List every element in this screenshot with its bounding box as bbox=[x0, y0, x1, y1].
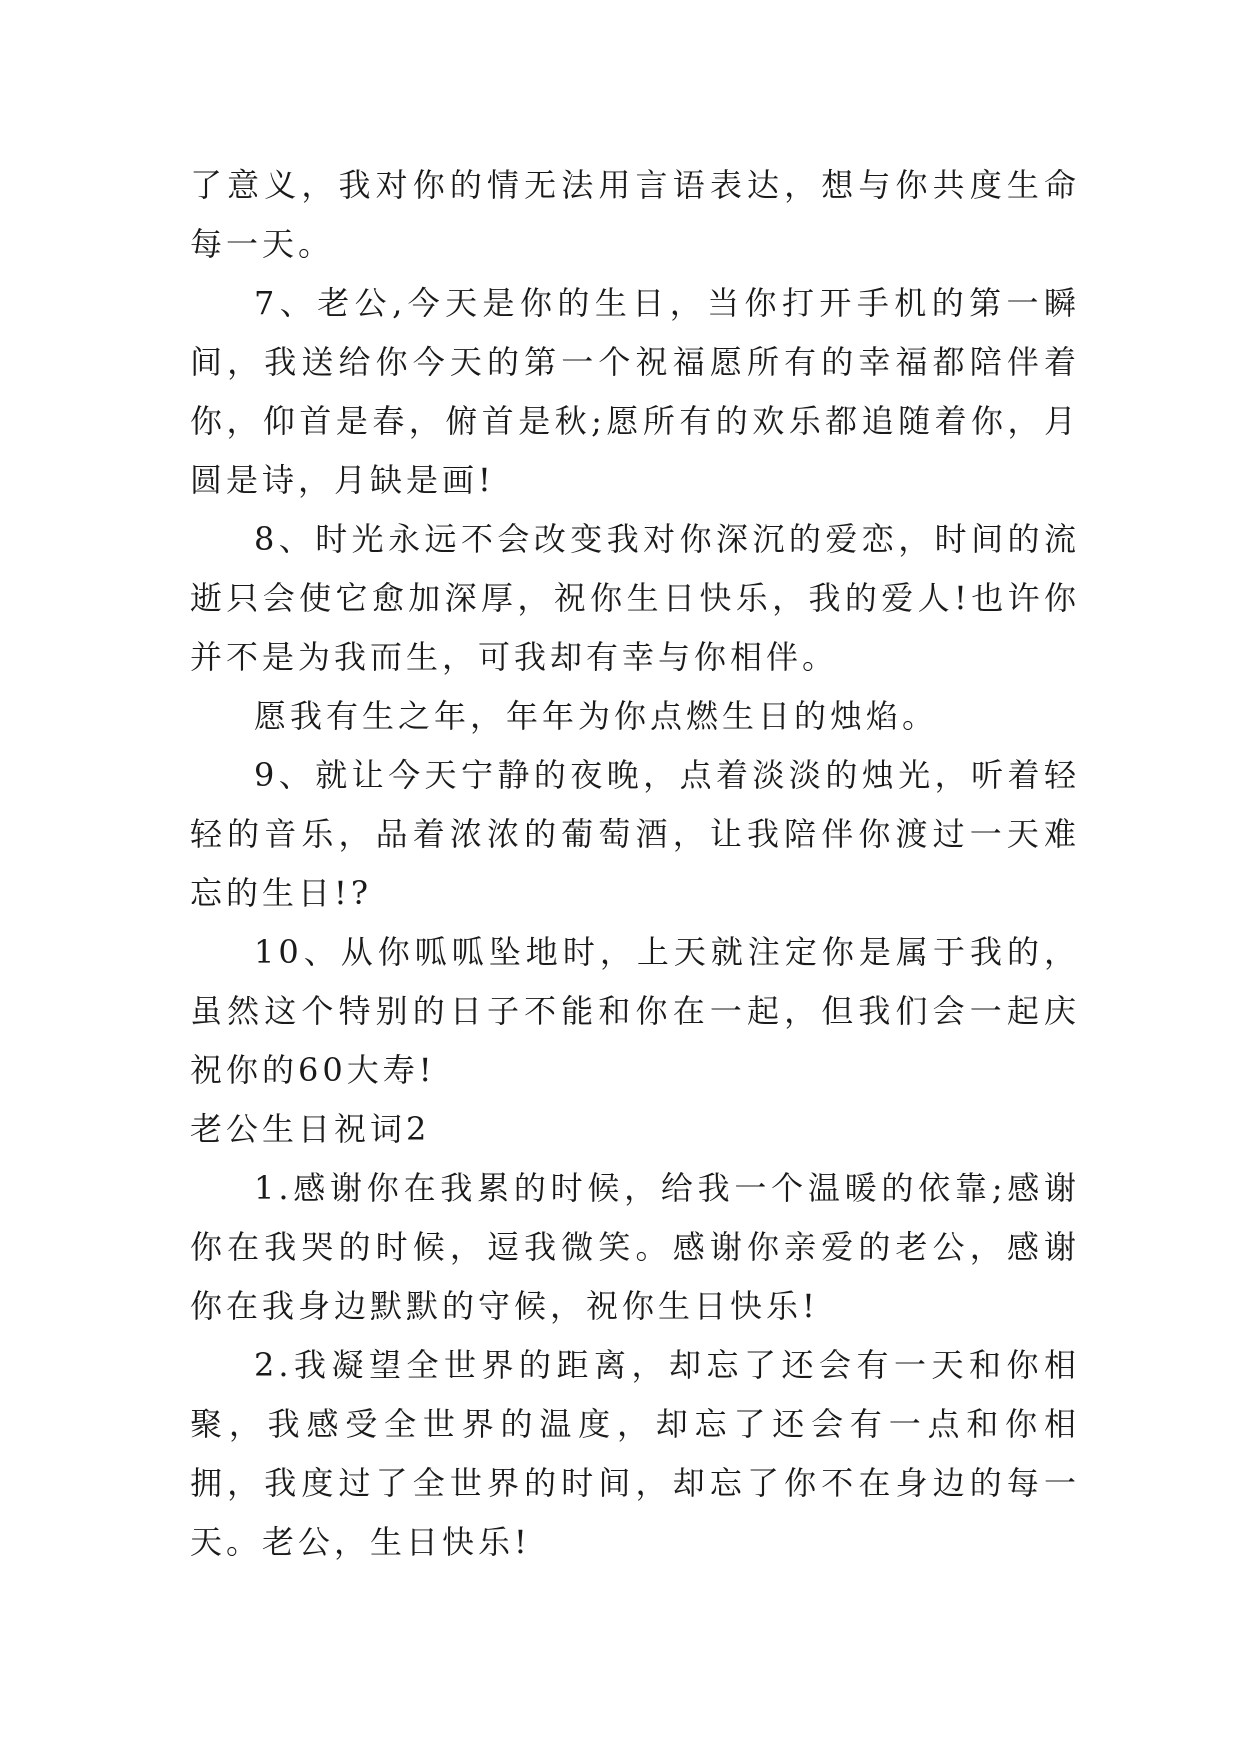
paragraph-wish-9: 9、就让今天宁静的夜晚，点着淡淡的烛光，听着轻轻的音乐，品着浓浓的葡萄酒，让我陪伴你渡过一天难忘的生日!? bbox=[190, 756, 1080, 912]
paragraph-wish-10: 10、从你呱呱坠地时，上天就注定你是属于我的，虽然这个特别的日子不能和你在一起，但我们会一起庆祝你的60大寿! bbox=[190, 933, 1080, 1089]
section-heading: 老公生日祝词2 bbox=[190, 1110, 431, 1148]
paragraph-wish-8: 8、时光永远不会改变我对你深沉的爱恋，时间的流逝只会使它愈加深厚，祝你生日快乐，我的爱人!也许你并不是为我而生，可我却有幸与你相伴。 bbox=[190, 520, 1080, 676]
paragraph-wish-s2-2: 2.我凝望全世界的距离，却忘了还会有一天和你相聚，我感受全世界的温度，却忘了还会有一点和你相拥，我度过了全世界的时间，却忘了你不在身边的每一天。老公，生日快乐! bbox=[190, 1346, 1080, 1561]
document-body bbox=[190, 156, 1080, 1572]
paragraph-wish-7: 7、老公,今天是你的生日，当你打开手机的第一瞬间，我送给你今天的第一个祝福愿所有的幸福都陪伴着你，仰首是春，俯首是秋;愿所有的欢乐都追随着你，月圆是诗，月缺是画! bbox=[190, 284, 1080, 499]
paragraph-continuation: 了意义，我对你的情无法用言语表达，想与你共度生命每一天。 bbox=[190, 166, 1080, 263]
paragraph-wish-8-cont: 愿我有生之年，年年为你点燃生日的烛焰。 bbox=[254, 697, 939, 735]
paragraph-wish-s2-1: 1.感谢你在我累的时候，给我一个温暖的依靠;感谢你在我哭的时候，逗我微笑。感谢你亲爱的老公，感谢你在我身边默默的守候，祝你生日快乐! bbox=[190, 1169, 1080, 1325]
